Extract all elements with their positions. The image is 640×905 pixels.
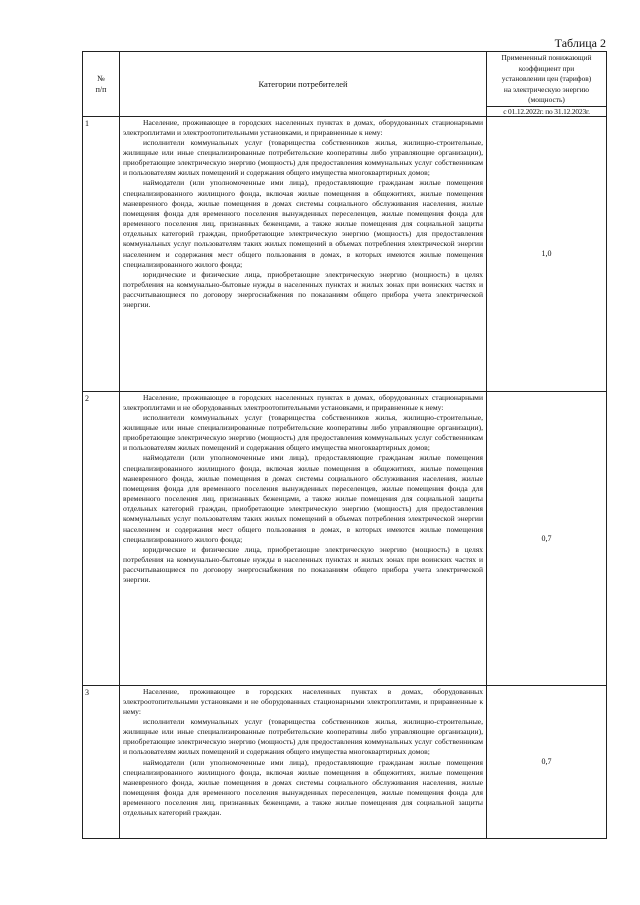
category-paragraph: исполнители коммунальных услуг (товарищества собственников жилья, жилищно-строительные, жилищные или иные специализированные потребительские кооперативы либо управляющие организации), приобретающие электрическую энергию (мощность) для предоставления коммунальных услуг собственникам и пользователям жилых помещений и содержания общего имущества многоквартирных домов; [123, 137, 483, 178]
category-clip [123, 687, 483, 837]
category-paragraph: исполнители коммунальных услуг (товарищества собственников жилья, жилищно-строительные, жилищные или иные специализированные потребительские кооперативы либо управляющие организации), приобретающие электрическую энергию (мощность) для предоставления коммунальных услуг собственникам и пользователям жилых помещений и содержания общего имущества многоквартирных домов; [123, 716, 483, 757]
row-category [120, 116, 487, 391]
table-row [83, 116, 607, 391]
header-coefficient-line: Примененный понижающий [501, 53, 592, 62]
category-paragraph: Население, проживающее в городских населенных пунктах в домах, оборудованных стационарными электроплитами и не оборудованных электроотопительными установками, и приравненные к нему: [123, 392, 483, 412]
header-coefficient-line: на электрическую энергию [503, 84, 590, 94]
category-paragraph: наймодатели (или уполномоченные ими лица), предоставляющие гражданам жилые помещения специализированного жилищного фонда, включая жилые помещения в общежитиях, жилые помещения маневренного фонда, жилые помещения в домах системы социального обслуживания населения, жилые помещения фонда для временного поселения вынужденных переселенцев, жилые помещения фонда для временного поселения лиц, признанных беженцами, а также жилые помещения для социальной защиты отдельных категорий граждан, приобретающие электрическую энергию (мощность) для предоставления коммунальных услуг пользователям таких жилых помещений в объемах потребления электрической энергии населением и содержания мест общего пользования в домах, в которых имеются жилые помещения специализированного жилого фонда; [123, 453, 483, 544]
header-coefficient [487, 52, 607, 107]
table-caption: Таблица 2 [554, 36, 606, 50]
table-header-row [83, 52, 607, 107]
row-coefficient: 0,7 [487, 685, 607, 838]
header-number-line: № [97, 73, 105, 83]
header-period: с 01.12.2022г. по 31.12.2023г. [487, 106, 607, 116]
header-coefficient-line: (мощность) [528, 95, 565, 104]
category-paragraph: юридические и физические лица, приобретающие электрическую энергию (мощность) в целях потребления на коммунально-бытовые нужды в населенных пунктах и жилых зонах при воинских частях и рассчитывающиеся по договору энергоснабжения по показаниям общего прибора учета электрической энергии. [123, 544, 483, 585]
header-number [83, 52, 120, 117]
header-number-line: п/п [95, 84, 107, 94]
tariff-coefficient-table [82, 51, 607, 839]
header-coefficient-line: установлении цен (тарифов) [501, 74, 592, 83]
row-number: 3 [83, 685, 120, 838]
row-number: 2 [83, 391, 120, 685]
row-number: 1 [83, 116, 120, 391]
category-paragraph: Население, проживающее в городских населенных пунктах в домах, оборудованных стационарными электроплитами и электроотопительными установками, и приравненные к нему: [123, 117, 483, 137]
category-paragraph: Население, проживающее в городских населенных пунктах в домах, оборудованных электроотопительными установками и не оборудованных стационарными электроплитами, и приравненные к нему: [123, 686, 483, 716]
row-coefficient: 1,0 [487, 116, 607, 391]
category-paragraph: наймодатели (или уполномоченные ими лица), предоставляющие гражданам жилые помещения специализированного жилищного фонда, включая жилые помещения в общежитиях, жилые помещения маневренного фонда, жилые помещения в домах системы социального обслуживания населения, жилые помещения фонда для временного поселения вынужденных переселенцев, жилые помещения фонда для временного поселения лиц, признанных беженцами, а также жилые помещения для социальной защиты отдельных категорий граждан. [123, 757, 483, 818]
header-category: Категории потребителей [120, 52, 487, 117]
category-paragraph: исполнители коммунальных услуг (товарищества собственников жилья, жилищно-строительные, жилищные или иные специализированные потребительские кооперативы либо управляющие организации), приобретающие электрическую энергию (мощность) для предоставления коммунальных услуг собственникам и пользователям жилых помещений и содержания общего имущества многоквартирных домов; [123, 412, 483, 453]
row-coefficient: 0,7 [487, 391, 607, 685]
category-paragraph: юридические и физические лица, приобретающие электрическую энергию (мощность) в целях потребления на коммунально-бытовые нужды в населенных пунктах и жилых зонах при воинских частях и рассчитывающиеся по договору энергоснабжения по показаниям общего прибора учета электрической энергии. [123, 269, 483, 310]
category-paragraph: наймодатели (или уполномоченные ими лица), предоставляющие гражданам жилые помещения специализированного жилищного фонда, включая жилые помещения в общежитиях, жилые помещения маневренного фонда, жилые помещения в домах системы социального обслуживания населения, жилые помещения фонда для временного поселения вынужденных переселенцев, жилые помещения фонда для временного поселения лиц, признанных беженцами, а также жилые помещения для социальной защиты отдельных категорий граждан, приобретающие электрическую энергию (мощность) для предоставления коммунальных услуг пользователям таких жилых помещений в объемах потребления электрической энергии населением и содержания мест общего пользования в домах, в которых имеются жилые помещения специализированного жилого фонда; [123, 178, 483, 269]
table-row [83, 685, 607, 838]
header-coefficient-line: коэффициент при [518, 63, 575, 73]
row-category [120, 685, 487, 838]
row-category [120, 391, 487, 685]
table-row [83, 391, 607, 685]
